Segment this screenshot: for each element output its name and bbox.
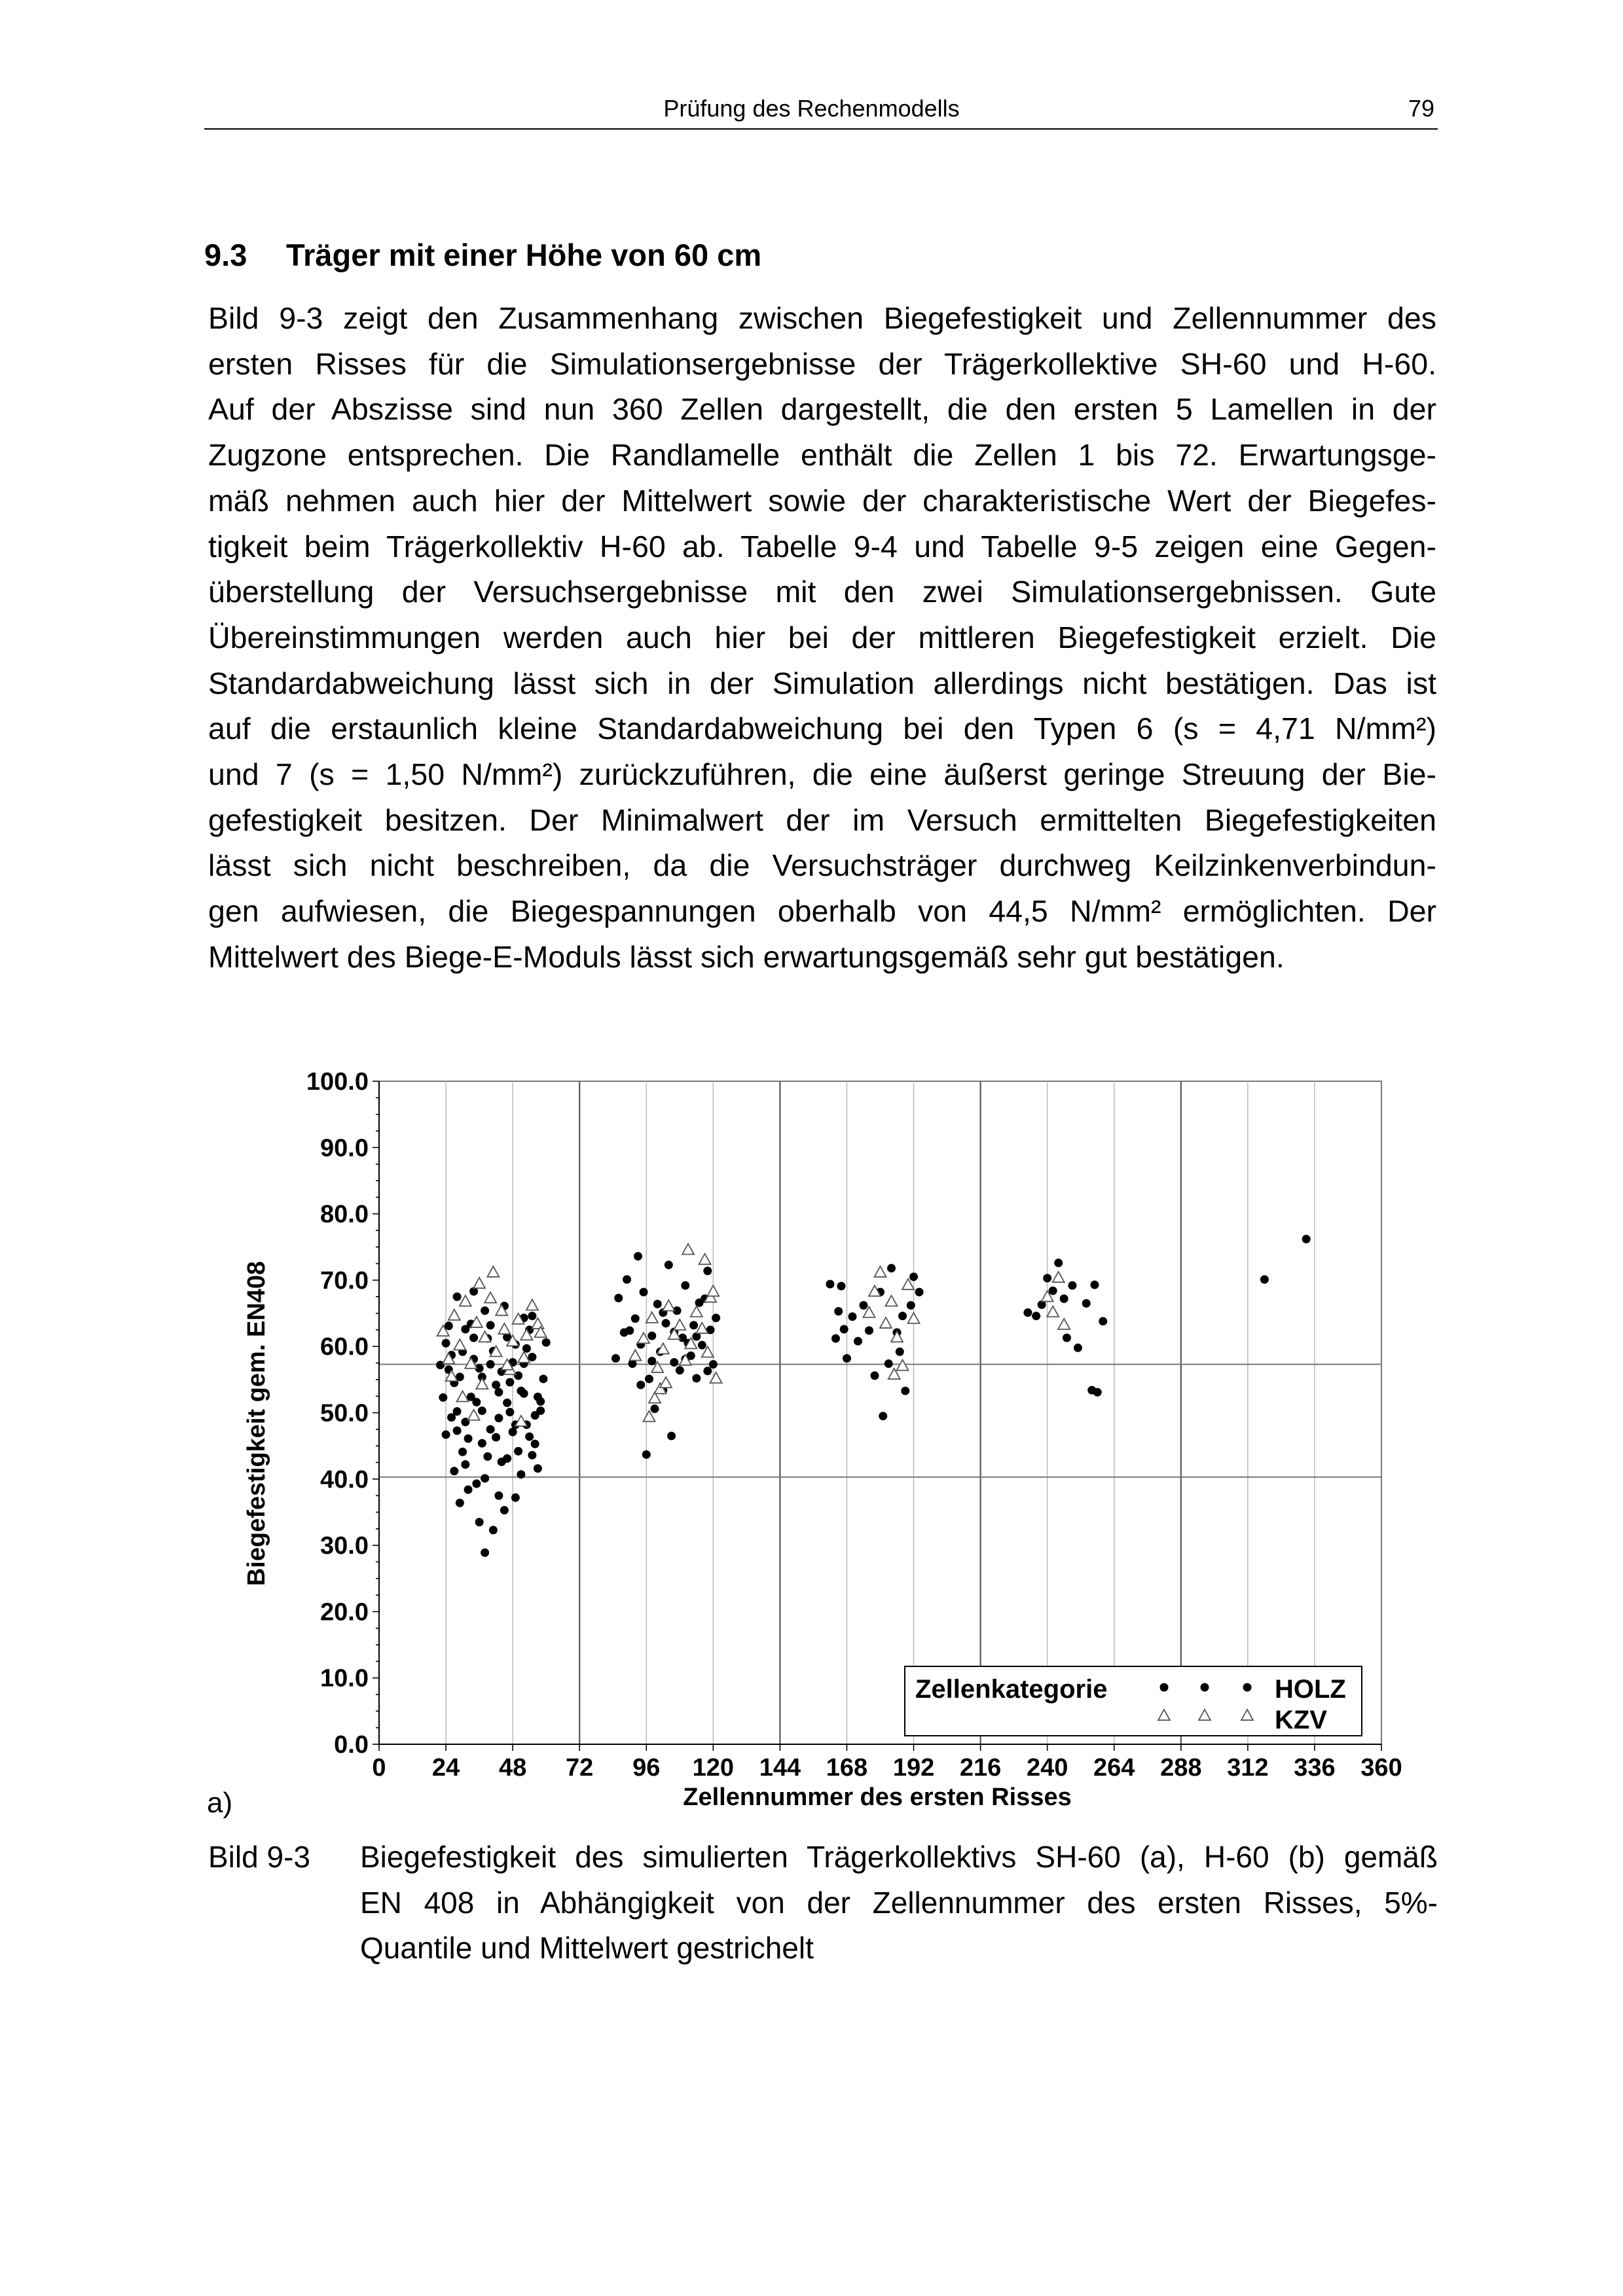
y-tick-label: 60.0 [320,1333,369,1361]
holz-point [481,1306,489,1315]
holz-point [636,1380,645,1389]
holz-point [1060,1295,1068,1303]
holz-point [667,1431,676,1440]
plot-frame [379,1081,1381,1744]
holz-point [879,1412,887,1420]
holz-point [531,1440,539,1448]
holz-point [631,1314,640,1323]
holz-point [456,1499,464,1507]
y-tick-label: 80.0 [320,1200,369,1229]
caption-label: Bild 9-3 [208,1840,310,1874]
holz-point [634,1252,642,1261]
body-line: ersten Risses für die Simulationsergebnisse der Trägerkollektive SH-60 und H-60. [208,346,1436,381]
holz-point [709,1360,718,1369]
holz-point [453,1407,462,1416]
holz-point [826,1280,834,1288]
x-tick-label: 336 [1294,1754,1336,1782]
holz-point [486,1425,495,1433]
holz-point [517,1470,525,1479]
holz-point [472,1398,481,1407]
y-tick-label: 20.0 [320,1598,369,1626]
x-tick-label: 24 [431,1754,460,1782]
holz-point [1043,1274,1051,1282]
caption-line: Quantile und Mittelwert gestrichelt [360,1931,814,1965]
holz-point [492,1380,500,1389]
body-line: überstellung der Versuchsergebnisse mit den zwei Simulationsergebnissen. Gute [208,575,1436,609]
holz-point [907,1301,915,1310]
x-tick-label: 96 [632,1754,661,1782]
y-tick-label: 50.0 [320,1399,369,1427]
holz-point [640,1288,648,1297]
holz-point [834,1307,843,1316]
holz-point [464,1435,473,1443]
holz-point [500,1506,509,1515]
holz-point [536,1407,545,1415]
x-tick-label: 264 [1093,1754,1135,1782]
holz-point [478,1439,486,1448]
holz-point [1063,1334,1071,1342]
holz-point [712,1314,720,1322]
holz-point [614,1294,623,1302]
holz-point [698,1341,706,1350]
holz-point [461,1460,469,1469]
holz-point [1093,1388,1102,1397]
holz-point [503,1399,511,1407]
y-tick-label: 40.0 [320,1465,369,1494]
legend-label-kzv: KZV [1275,1706,1327,1734]
holz-point [645,1374,653,1383]
holz-point [689,1321,698,1329]
section-number: 9.3 [204,238,247,272]
holz-point [528,1451,536,1460]
holz-point [1068,1282,1076,1290]
legend-marker-holz [1201,1683,1209,1692]
x-tick-label: 312 [1227,1754,1269,1782]
holz-point [859,1301,867,1310]
body-line: und 7 (s = 1,50 N/mm²) zurückzuführen, die eine äußerst geringe Streuung der Bie- [208,757,1436,792]
x-tick-label: 360 [1360,1754,1402,1782]
holz-point [509,1427,517,1436]
x-tick-label: 288 [1160,1754,1202,1782]
holz-point [1023,1308,1032,1317]
holz-point [486,1360,495,1369]
holz-point [505,1408,514,1416]
holz-point [489,1526,498,1534]
holz-point [692,1374,701,1382]
holz-point [503,1454,511,1463]
legend-marker-holz [1160,1683,1169,1692]
holz-point [703,1367,712,1375]
x-tick-label: 168 [826,1754,868,1782]
holz-point [840,1325,848,1333]
holz-point [483,1452,492,1461]
y-tick-label: 90.0 [320,1134,369,1162]
body-line: Mittelwert des Biege-E-Moduls lässt sich erwartungsgemäß sehr gut bestätigen. [208,939,1285,974]
holz-point [469,1334,478,1342]
holz-point [494,1388,503,1397]
holz-point [848,1312,856,1321]
body-line: Übereinstimmungen werden auch hier bei der mittleren Biegefestigkeit erzielt. Die [208,620,1436,655]
holz-point [492,1433,500,1441]
holz-point [442,1339,450,1348]
holz-point [494,1414,503,1422]
holz-point [865,1326,873,1335]
holz-point [517,1387,525,1395]
holz-point [837,1282,845,1291]
holz-point [1074,1344,1082,1352]
holz-point [665,1261,673,1269]
holz-point [534,1393,542,1401]
holz-point [670,1358,678,1367]
holz-point [653,1300,662,1308]
holz-point [1049,1287,1057,1295]
holz-point [481,1549,489,1557]
y-axis-title: Biegefestigkeit gem. EN408 [243,1261,270,1587]
caption-line: Biegefestigkeit des simulierten Trägerkollektivs SH-60 (a), H-60 (b) gemäß [360,1840,1438,1874]
holz-point [453,1293,462,1301]
running-header-title: Prüfung des Rechenmodells [663,95,960,122]
holz-point [525,1432,534,1441]
body-line: tigkeit beim Trägerkollektiv H-60 ab. Tabelle 9-4 und Tabelle 9-5 zeigen eine Gegen- [208,529,1436,564]
holz-point [478,1407,486,1415]
body-line: auf die erstaunlich kleine Standardabweichung bei den Typen 6 (s = 4,71 N/mm²) [208,711,1436,746]
x-tick-label: 144 [759,1754,801,1782]
holz-point [1032,1312,1040,1320]
figure-label: a) [207,1787,233,1819]
holz-point [1054,1259,1063,1267]
holz-point [1082,1299,1091,1308]
holz-point [505,1378,514,1386]
holz-point [539,1374,547,1383]
holz-point [662,1319,670,1327]
holz-point [623,1275,631,1283]
holz-point [647,1331,656,1340]
y-tick-label: 10.0 [320,1664,369,1693]
y-tick-label: 100.0 [306,1068,369,1096]
holz-point [1099,1317,1107,1325]
body-line: Zugzone entsprechen. Die Randlamelle enthält die Zellen 1 bis 72. Erwartungsge- [208,438,1436,473]
holz-point [898,1312,907,1320]
section-title: Träger mit einer Höhe von 60 cm [286,238,762,272]
holz-point [884,1359,893,1368]
holz-point [1260,1275,1269,1283]
legend-title: Zellenkategorie [915,1675,1108,1704]
y-tick-label: 70.0 [320,1266,369,1295]
x-tick-label: 72 [566,1754,594,1782]
body-line: lässt sich nicht beschreiben, da die Versuchsträger durchweg Keilzinkenverbindun- [208,848,1436,883]
grid-layer [379,1081,1381,1744]
y-tick-label: 30.0 [320,1532,369,1560]
holz-point [703,1266,712,1275]
holz-point [647,1357,656,1365]
x-tick-label: 48 [498,1754,527,1782]
holz-point [681,1282,689,1290]
body-line: mäß nehmen auch hier der Mittelwert sowie der charakteristische Wert der Biegefes- [208,483,1436,518]
caption-text [360,1835,1438,1971]
holz-point [901,1387,909,1395]
holz-point [472,1479,481,1488]
x-tick-label: 240 [1026,1754,1068,1782]
body-line: Standardabweichung lässt sich in der Simulation allerdings nicht bestätigen. Das ist [208,666,1436,700]
holz-point [676,1366,684,1374]
holz-point [887,1264,896,1272]
x-tick-label: 216 [959,1754,1002,1782]
holz-point [511,1494,520,1502]
holz-point [651,1405,659,1413]
x-tick-label: 0 [372,1754,386,1782]
holz-point [843,1354,851,1363]
holz-point [915,1288,924,1297]
x-tick-label: 120 [692,1754,735,1782]
holz-point [475,1518,484,1526]
holz-point [854,1337,862,1346]
holz-point [909,1272,918,1281]
holz-point [542,1338,551,1347]
holz-point [458,1448,467,1456]
holz-point [514,1447,522,1456]
body-line: gefestigkeit besitzen. Der Minimalwert der im Versuch ermittelten Biegefestigkeiten [208,802,1436,837]
holz-point [464,1486,473,1494]
holz-point [870,1371,879,1380]
body-line: gen aufwiesen, die Biegespannungen oberhalb von 44,5 N/mm² ermöglichten. Der [208,894,1436,929]
holz-point [831,1335,840,1343]
holz-point [1090,1280,1099,1289]
holz-point [528,1312,536,1320]
holz-point [439,1393,447,1402]
holz-point [494,1492,503,1500]
holz-point [486,1321,495,1329]
holz-point [453,1426,462,1435]
holz-point [528,1353,536,1361]
holz-point [534,1464,542,1473]
holz-point [625,1326,634,1335]
legend-label-holz: HOLZ [1275,1675,1346,1704]
holz-point [442,1430,450,1439]
y-tick-label: 0.0 [334,1731,369,1759]
x-tick-label: 192 [892,1754,935,1782]
holz-point [1302,1235,1311,1244]
holz-point [611,1354,620,1363]
holz-point [450,1467,458,1475]
holz-point [481,1474,489,1482]
legend [905,1666,1362,1736]
holz-point [896,1348,904,1356]
body-line: Bild 9-3 zeigt den Zusammenhang zwischen Biegefestigkeit und Zellennummer des [208,301,1436,335]
body-line: Auf der Abszisse sind nun 360 Zellen dargestellt, die den ersten 5 Lamellen in der [208,392,1436,427]
legend-marker-holz [1243,1683,1252,1692]
x-axis-title: Zellennummer des ersten Risses [683,1784,1072,1811]
holz-point [642,1450,651,1459]
caption-line: EN 408 in Abhängigkeit von der Zellennummer des ersten Risses, 5%- [360,1885,1438,1920]
page-number: 79 [1408,95,1434,122]
